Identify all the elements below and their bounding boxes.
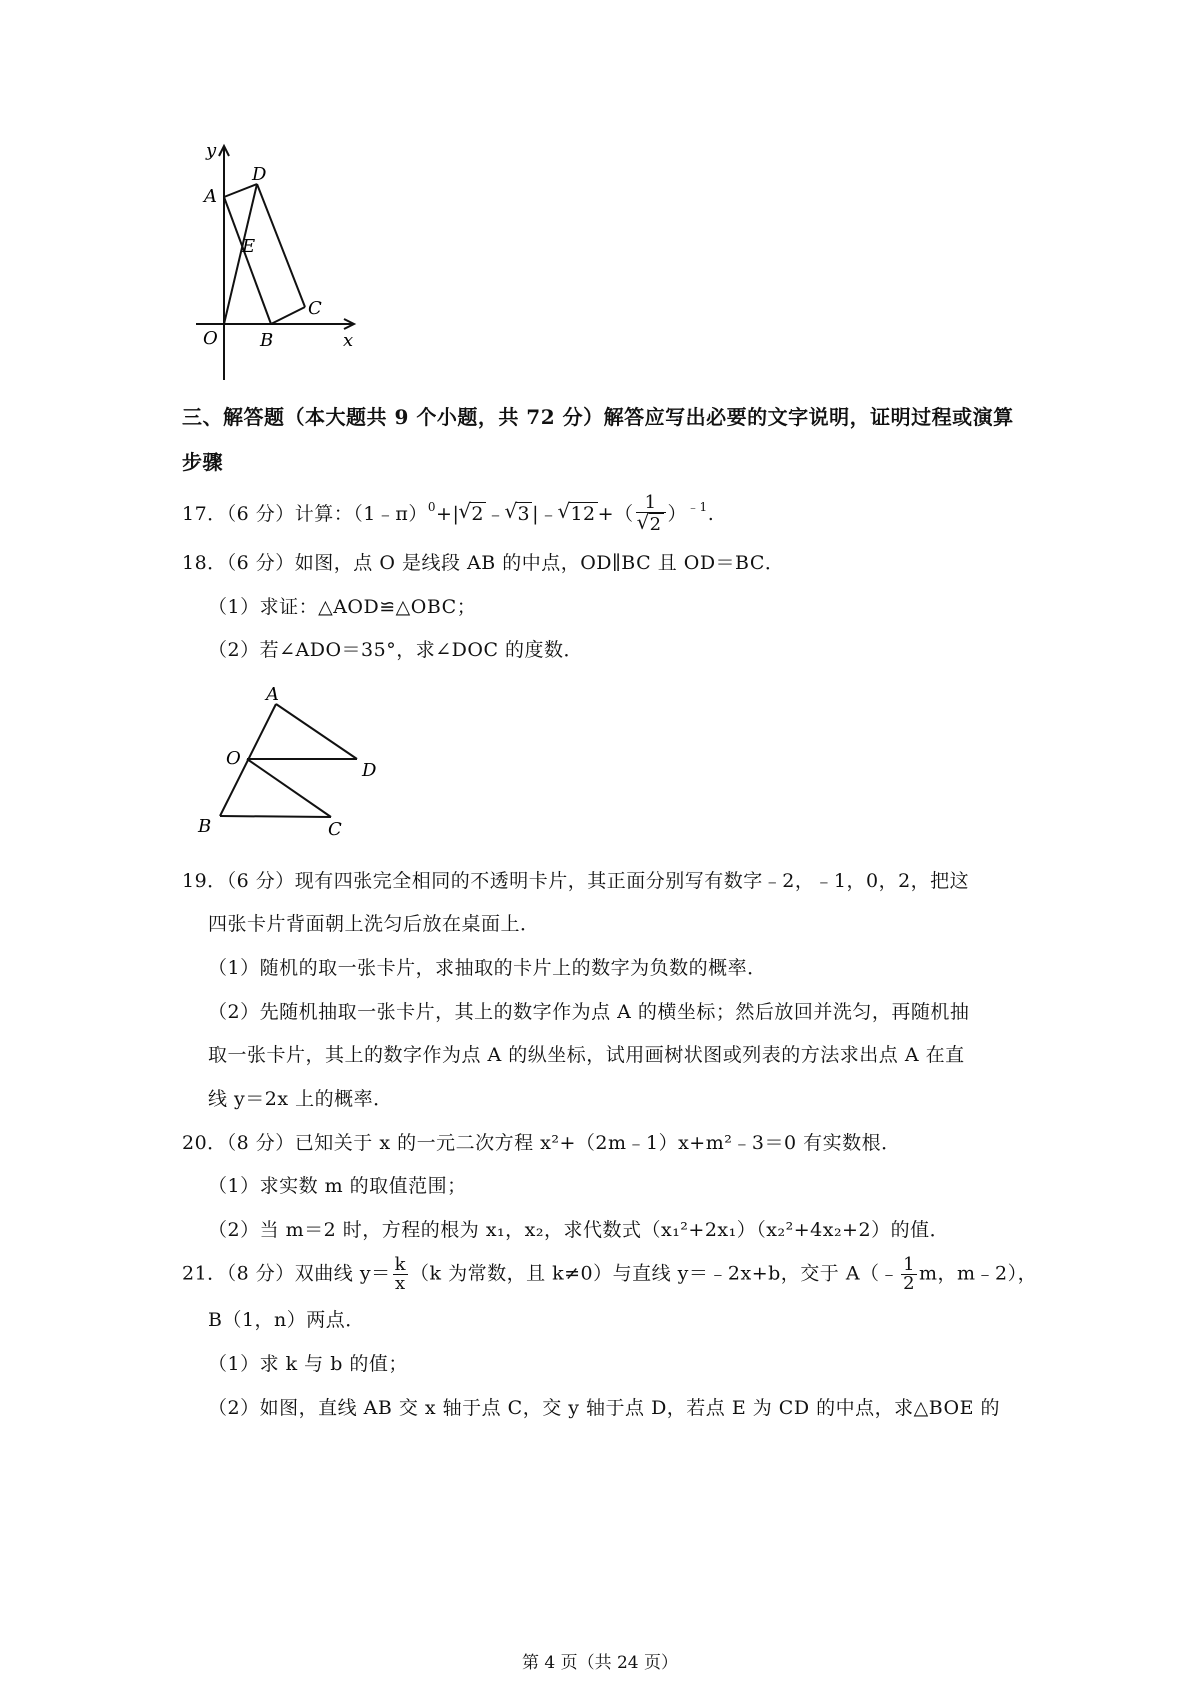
q19-sub1: （1）随机的取一张卡片，求抽取的卡片上的数字为负数的概率． bbox=[208, 957, 767, 979]
q21-half-den: 2 bbox=[903, 1273, 916, 1294]
page-footer: 第 4 页（共 24 页） bbox=[521, 1653, 679, 1673]
q17-frac-sqrt: √ 2 bbox=[649, 513, 664, 536]
q17-fraction bbox=[636, 494, 666, 536]
fig18-label-b: B bbox=[198, 816, 212, 837]
section-heading-line1: 三、解答题（本大题共 9 个小题，共 72 分）解答应写出必要的文字说明，证明过程或演算 bbox=[182, 405, 1014, 429]
q19-sub2-line3: 线 y＝2x 上的概率． bbox=[208, 1088, 393, 1110]
q17-exp0: 0 bbox=[427, 500, 437, 514]
figure-coordinate-diagram bbox=[190, 140, 390, 390]
q17-prefix: 17．（6 分）计算：（1﹣π） bbox=[182, 503, 428, 525]
q18-sub1: （1）求证：△AOD≌△OBC； bbox=[208, 596, 477, 618]
q17-sqrt3: √ 3 bbox=[516, 502, 532, 525]
question-20: 20．（8 分）已知关于 x 的一元二次方程 x²+（2m﹣1）x+m²﹣3＝0 有实数根． bbox=[182, 1132, 901, 1154]
fig18-label-o: O bbox=[226, 748, 241, 769]
q21-fraction-k-x bbox=[393, 1256, 408, 1293]
q17-frac-num: 1 bbox=[636, 494, 666, 513]
question-17 bbox=[182, 494, 714, 536]
q21-half-num: 1 bbox=[903, 1254, 916, 1275]
label-e: E bbox=[242, 236, 256, 257]
q21-fraction-half bbox=[901, 1256, 917, 1293]
label-a: A bbox=[204, 186, 217, 207]
q21-tail: m，m﹣2）， bbox=[919, 1262, 1038, 1285]
label-y: y bbox=[206, 140, 217, 161]
q20-sub2: （2）当 m＝2 时，方程的根为 x₁，x₂，求代数式（x₁²+2x₁）（x₂²+4x₂+2）的值． bbox=[208, 1219, 950, 1241]
label-b: B bbox=[260, 330, 274, 351]
q21-frac-x: x bbox=[394, 1273, 406, 1294]
q21-sub1: （1）求 k 与 b 的值； bbox=[208, 1353, 408, 1375]
q17-plus-paren: +（ bbox=[597, 503, 634, 525]
q21-prefix: 21．（8 分）双曲线 y＝ bbox=[182, 1262, 391, 1285]
q17-minus: ﹣ bbox=[485, 503, 506, 525]
q17-sqrt12: √ 12 bbox=[569, 502, 597, 525]
label-c: C bbox=[308, 298, 322, 319]
q17-plus-abs: +| bbox=[436, 503, 460, 525]
label-o: O bbox=[203, 328, 218, 349]
question-19-line2: 四张卡片背面朝上洗匀后放在桌面上． bbox=[208, 913, 540, 935]
q21-mid: （k 为常数，且 k≠0）与直线 y＝﹣2x+b，交于 A（﹣ bbox=[410, 1262, 900, 1285]
question-18: 18．（6 分）如图，点 O 是线段 AB 的中点，OD∥BC 且 OD＝BC． bbox=[182, 552, 785, 574]
question-21-line1 bbox=[182, 1256, 1037, 1293]
q17-end: . bbox=[707, 503, 715, 525]
label-x: x bbox=[343, 330, 354, 351]
q19-sub2-line2: 取一张卡片，其上的数字作为点 A 的纵坐标，试用画树状图或列表的方法求出点 A 在直 bbox=[208, 1044, 965, 1066]
fig18-label-d: D bbox=[362, 760, 377, 781]
label-d: D bbox=[252, 164, 267, 185]
q18-sub2: （2）若∠ADO＝35°，求∠DOC 的度数． bbox=[208, 639, 584, 661]
q17-exp-neg1: ﹣1 bbox=[687, 500, 708, 514]
q21-sub2: （2）如图，直线 AB 交 x 轴于点 C，交 y 轴于点 D，若点 E 为 CD 的中点，求△BOE 的 bbox=[208, 1397, 1001, 1419]
q17-frac-den bbox=[636, 513, 666, 536]
q20-sub1: （1）求实数 m 的取值范围； bbox=[208, 1175, 467, 1197]
fig18-label-c: C bbox=[328, 819, 342, 840]
fig18-label-a: A bbox=[266, 684, 279, 705]
q21-frac-k: k bbox=[394, 1254, 407, 1275]
figure-triangles-diagram bbox=[190, 680, 410, 850]
section-heading-line2: 步骤 bbox=[182, 450, 223, 474]
question-21-line2: B（1，n）两点． bbox=[208, 1309, 365, 1331]
question-19-line1: 19．（6 分）现有四张完全相同的不透明卡片，其正面分别写有数字﹣2，﹣1，0，2，把这 bbox=[182, 870, 970, 892]
q19-sub2-line1: （2）先随机抽取一张卡片，其上的数字作为点 A 的横坐标；然后放回并洗匀，再随机抽 bbox=[208, 1001, 970, 1023]
q17-abs-close: |﹣ bbox=[532, 503, 559, 525]
q17-sqrt2: √ 2 bbox=[470, 502, 486, 525]
q17-paren-close: ） bbox=[667, 503, 688, 525]
